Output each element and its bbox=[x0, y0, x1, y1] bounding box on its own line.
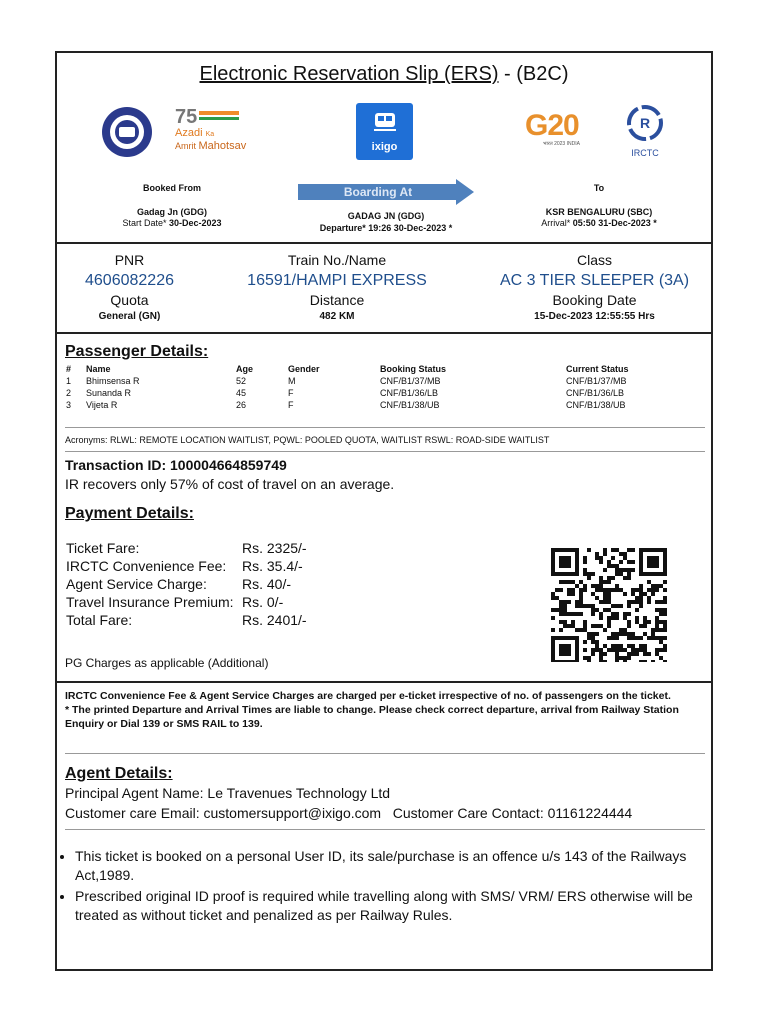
train-label: Train No./Name bbox=[287, 252, 387, 268]
departure-time: Departure* 19:26 30-Dec-2023 * bbox=[319, 223, 453, 233]
divider bbox=[65, 829, 705, 830]
train-value: 16591/HAMPI EXPRESS bbox=[247, 272, 427, 289]
distance-label: Distance bbox=[309, 292, 365, 308]
fare-row: Total Fare: Rs. 2401/- bbox=[66, 612, 307, 628]
agent-details-heading: Agent Details: bbox=[65, 765, 173, 782]
class-label: Class bbox=[576, 252, 612, 268]
table-row: 3 Vijeta R 26 F CNF/B1/38/UB CNF/B1/38/UB bbox=[66, 400, 626, 410]
cost-recovery-note: IR recovers only 57% of cost of travel on an average. bbox=[65, 476, 395, 492]
customer-care-email: Customer care Email: customersupport@ixigo.com bbox=[65, 805, 382, 821]
title-main: Electronic Reservation Slip (ERS) bbox=[199, 63, 499, 85]
principal-agent: Principal Agent Name: Le Travenues Technology Ltd bbox=[65, 785, 391, 801]
timing-disclaimer: * The printed Departure and Arrival Times are liable to change. Please check correct departure, arrival from Railway Station Enquiry or Dial 139 or SMS RAIL to 139. bbox=[65, 704, 679, 730]
class-value: AC 3 TIER SLEEPER (3A) bbox=[499, 272, 690, 289]
divider bbox=[65, 427, 705, 428]
list-item: • Prescribed original ID proof is required while travelling along with SMS/ VRM/ ERS otherwise will be treated as without ticket and penalized as per Railway Rules. bbox=[75, 887, 707, 925]
boarding-station: GADAG JN (GDG) bbox=[347, 211, 425, 221]
title-suffix: - (B2C) bbox=[498, 63, 569, 85]
svg-text:R: R bbox=[639, 115, 651, 131]
qr-code bbox=[551, 548, 669, 662]
fare-row: IRCTC Convenience Fee: Rs. 35.4/- bbox=[66, 558, 303, 574]
azadi-ka-amrit-mahotsav-logo: 75 Azadi Ka Amrit Mahotsav bbox=[175, 106, 247, 152]
payment-details-heading: Payment Details: bbox=[65, 505, 194, 522]
to-label: To bbox=[593, 183, 605, 193]
boarding-at-arrow: Boarding At bbox=[298, 179, 474, 205]
pnr-value: 4606082226 bbox=[85, 272, 174, 289]
acronyms-note: Acronyms: RLWL: REMOTE LOCATION WAITLIST, PQWL: POOLED QUOTA, WAITLIST RSWL: ROAD-SIDE WAITLIST bbox=[65, 435, 550, 445]
ticket-frame bbox=[55, 51, 713, 971]
passenger-details-heading: Passenger Details: bbox=[65, 343, 209, 360]
ixigo-logo: ixigo bbox=[356, 103, 413, 160]
booked-from-label: Booked From bbox=[142, 183, 201, 193]
indian-railways-logo bbox=[95, 105, 159, 159]
fare-table bbox=[66, 539, 307, 629]
notes bbox=[57, 847, 707, 927]
divider bbox=[57, 332, 711, 334]
fare-row: Travel Insurance Premium: Rs. 0/- bbox=[66, 594, 284, 610]
quota-value: General (GN) bbox=[98, 311, 161, 322]
booking-date-value: 15-Dec-2023 12:55:55 Hrs bbox=[534, 311, 655, 322]
ticket-title bbox=[57, 63, 711, 86]
irctc-emblem-icon bbox=[623, 103, 667, 143]
customer-care-contact: Customer Care Contact: 01161224444 bbox=[392, 805, 633, 821]
passenger-table bbox=[66, 363, 686, 411]
disclaimer bbox=[65, 689, 705, 731]
train-icon bbox=[372, 111, 398, 133]
arrival-time: Arrival* 05:50 31-Dec-2023 * bbox=[541, 218, 657, 228]
fare-row: Agent Service Charge: Rs. 40/- bbox=[66, 576, 292, 592]
g20-logo: G20 भारत 2023 INDIA bbox=[525, 109, 580, 147]
from-station: Gadag Jn (GDG) bbox=[136, 207, 207, 217]
transaction-id: Transaction ID: 100004664859749 bbox=[65, 457, 287, 473]
divider bbox=[65, 753, 705, 754]
list-item: • This ticket is booked on a personal User ID, its sale/purchase is an offence u/s 143 of the Railways Act,1989. bbox=[75, 847, 707, 885]
to-station: KSR BENGALURU (SBC) bbox=[545, 207, 653, 217]
irctc-logo: R IRCTC bbox=[623, 103, 667, 163]
convenience-fee-disclaimer: IRCTC Convenience Fee & Agent Service Charges are charged per e-ticket irrespective of no. of passengers on the ticket. bbox=[65, 690, 671, 702]
start-date: Start Date* 30-Dec-2023 bbox=[122, 218, 222, 228]
fare-row: Ticket Fare: Rs. 2325/- bbox=[66, 540, 307, 556]
booking-date-label: Booking Date bbox=[552, 292, 637, 308]
customer-care bbox=[65, 805, 632, 821]
pnr-label: PNR bbox=[114, 252, 145, 268]
divider bbox=[57, 242, 711, 244]
divider bbox=[57, 681, 711, 683]
passenger-table-header: # Name Age Gender Booking Status Current Status bbox=[66, 364, 629, 374]
table-row: 1 Bhimsensa R 52 M CNF/B1/37/MB CNF/B1/37/MB bbox=[66, 376, 627, 386]
table-row: 2 Sunanda R 45 F CNF/B1/36/LB CNF/B1/36/LB bbox=[66, 388, 625, 398]
divider bbox=[65, 451, 705, 452]
pg-charges-note: PG Charges as applicable (Additional) bbox=[65, 656, 269, 670]
quota-label: Quota bbox=[110, 292, 149, 308]
distance-value: 482 KM bbox=[319, 311, 355, 322]
